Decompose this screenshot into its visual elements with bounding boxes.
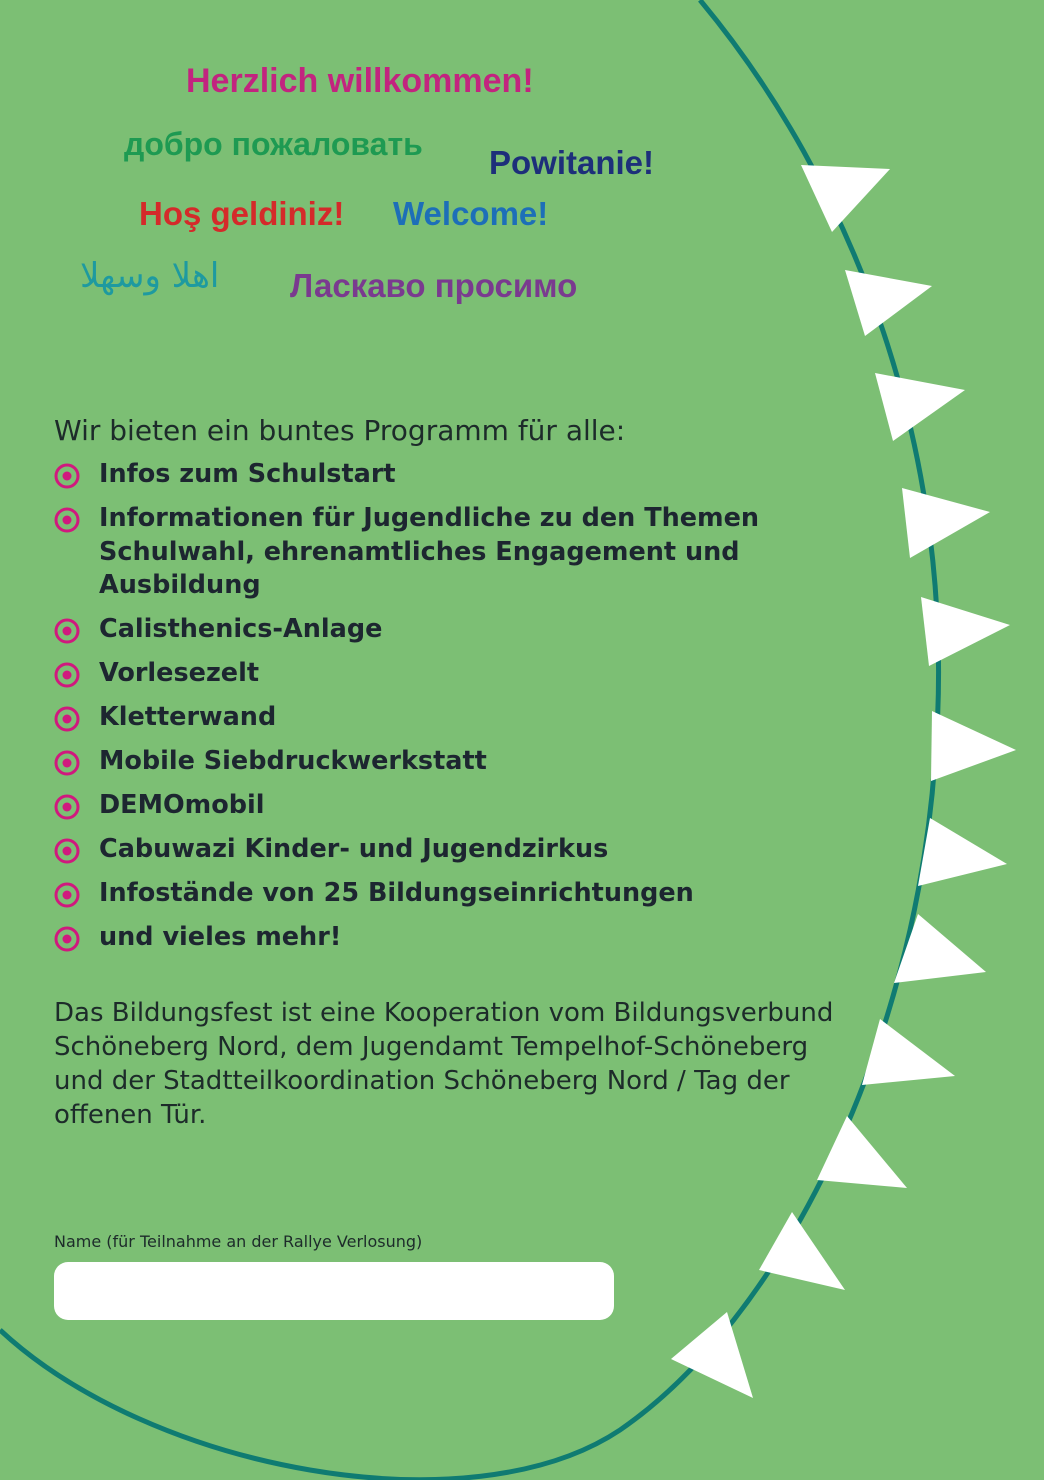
bunting-flag — [894, 914, 986, 983]
program-item-label: und vieles mehr! — [99, 922, 342, 952]
name-field-label: Name (für Teilnahme an der Rallye Verlosung) — [54, 1232, 423, 1251]
program-item-label: Calisthenics-Anlage — [99, 614, 383, 644]
target-bullet-icon — [54, 507, 80, 533]
program-item-label: Kletterwand — [99, 702, 277, 732]
program-item — [54, 833, 814, 867]
target-bullet-icon — [54, 838, 80, 864]
program-item — [54, 745, 814, 779]
cooperation-text: Das Bildungsfest ist eine Kooperation vom Bildungsverbund Schöneberg Nord, dem Jugendamt Tempelhof-Schöneberg und der Stadtteilkoordination Schöneberg Nord / Tag der offenen Tür. — [54, 998, 834, 1130]
bunting-flag — [875, 373, 965, 441]
program-item-label: Informationen für Jugendliche zu den Themen Schulwahl, ehrenamtliches Engagement und Ausbildung — [99, 503, 760, 600]
program-item-label: Infostände von 25 Bildungseinrichtungen — [99, 878, 694, 908]
greeting-polish: Powitanie! — [489, 144, 655, 181]
target-bullet-icon — [54, 463, 80, 489]
program-item-label: Infos zum Schulstart — [99, 459, 396, 489]
greeting-arabic: اهلا وسهلا — [80, 256, 220, 296]
target-bullet-icon — [54, 618, 80, 644]
program-item — [54, 701, 814, 735]
bunting-flag — [931, 711, 1016, 781]
greeting-english: Welcome! — [393, 195, 549, 232]
program-item — [54, 921, 814, 955]
program-item-label: Cabuwazi Kinder- und Jugendzirkus — [99, 834, 609, 864]
program-item — [54, 458, 814, 492]
program-item-label: DEMOmobil — [99, 790, 265, 820]
bunting-flag — [918, 818, 1007, 886]
bunting-flag — [862, 1019, 955, 1085]
program-list — [54, 458, 814, 965]
bunting-flag — [671, 1312, 753, 1398]
program-item-label: Vorlesezelt — [99, 658, 260, 688]
greeting-russian: добро пожаловать — [124, 126, 423, 162]
program-intro: Wir bieten ein buntes Programm für alle: — [54, 414, 626, 447]
name-input[interactable] — [54, 1262, 614, 1320]
program-item-label: Mobile Siebdruckwerkstatt — [99, 746, 487, 776]
greeting-german: Herzlich willkommen! — [186, 62, 534, 100]
program-item — [54, 502, 814, 603]
program-item — [54, 877, 814, 911]
bunting-flag — [845, 270, 932, 336]
program-item — [54, 657, 814, 691]
target-bullet-icon — [54, 662, 80, 688]
target-bullet-icon — [54, 706, 80, 732]
target-bullet-icon — [54, 926, 80, 952]
bunting-flag — [759, 1212, 845, 1290]
bunting-flag — [801, 165, 890, 232]
program-item — [54, 789, 814, 823]
greeting-turkish: Hoş geldiniz! — [139, 195, 345, 232]
greeting-ukrainian: Ласкаво просимо — [290, 267, 578, 304]
target-bullet-icon — [54, 750, 80, 776]
bunting-flag — [921, 597, 1010, 666]
bunting-flag — [902, 488, 990, 558]
target-bullet-icon — [54, 794, 80, 820]
target-bullet-icon — [54, 882, 80, 908]
program-item — [54, 613, 814, 647]
